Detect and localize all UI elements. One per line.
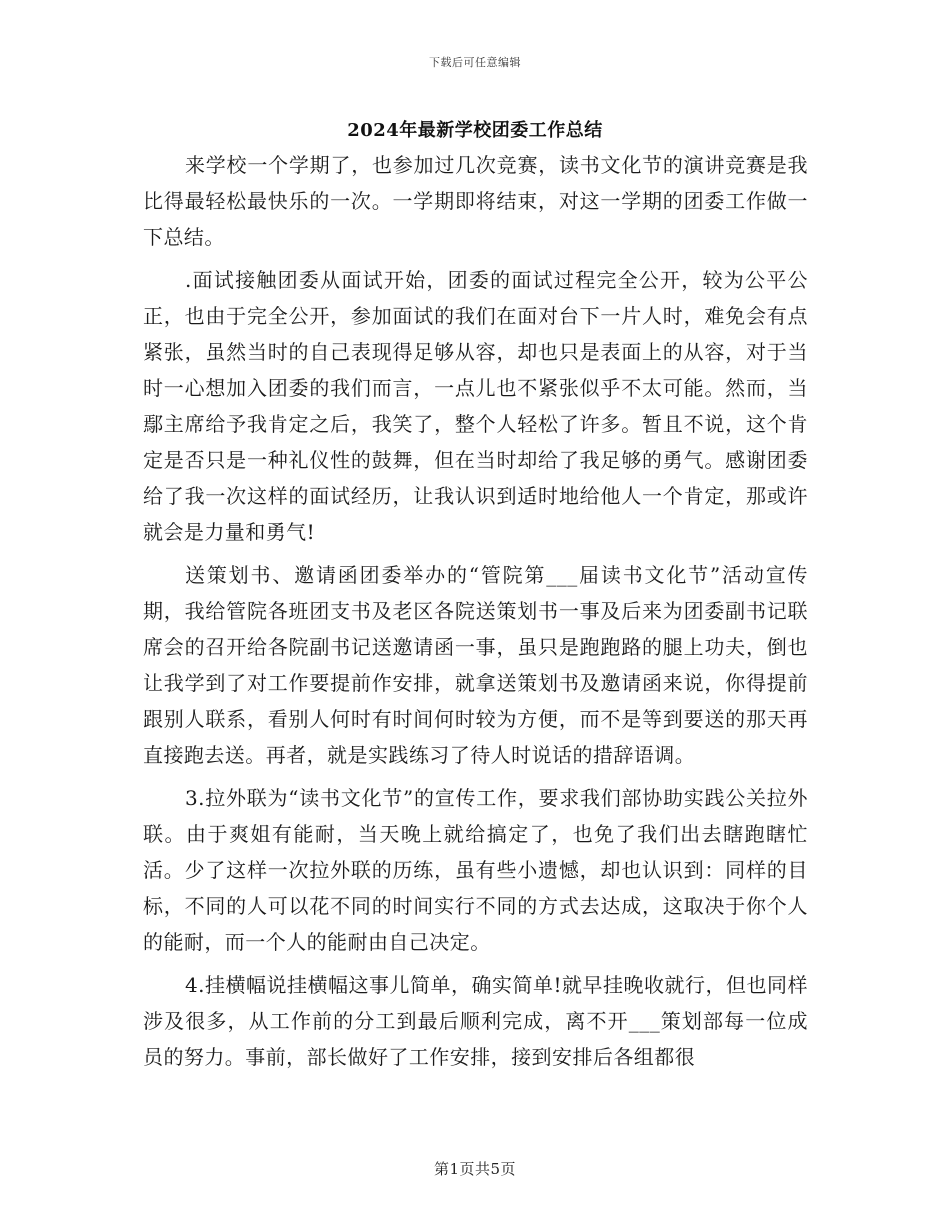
- header-note: 下载后可任意编辑: [429, 56, 521, 69]
- document-title: 2024年最新学校团委工作总结: [347, 120, 603, 141]
- paragraph-banners: 4.挂横幅说挂横幅这事儿简单，确实简单!就早挂晚收就行，但也同样涉及很多，从工作前的分工到最后顺利完成，离不开___策划部每一位成员的努力。事前，部长做好了工作安排，接到安排后各组都很: [143, 973, 808, 1069]
- paragraph-sponsorship: 3.拉外联为“读书文化节”的宣传工作，要求我们部协助实践公关拉外联。由于爽姐有能耐，当天晚上就给搞定了，也免了我们出去瞎跑瞎忙活。少了这样一次拉外联的历练，虽有些小遗憾，却也认识到：同样的目标，不同的人可以花不同的时间实行不同的方式去达成，这取决于你个人的能耐，而一个人的能耐由自己决定。: [143, 786, 808, 954]
- paragraph-invitations: 送策划书、邀请函团委举办的“管院第___届读书文化节”活动宣传期，我给管院各班团支书及老区各院送策划书一事及后来为团委副书记联席会的召开给各院副书记送邀请函一事，虽只是跑跑路的腿上功夫，倒也让我学到了对工作要提前作安排，就拿送策划书及邀请函来说，你得提前跟别人联系，看别人何时有时间何时较为方便，而不是等到要送的那天再直接跑去送。再者，就是实践练习了待人时说话的措辞语调。: [143, 563, 808, 767]
- paragraph-interview: .面试接触团委从面试开始，团委的面试过程完全公开，较为公平公正，也由于完全公开，参加面试的我们在面对台下一片人时，难免会有点紧张，虽然当时的自己表现得足够从容，却也只是表面上的从容，对于当时一心想加入团委的我们而言，一点儿也不紧张似乎不太可能。然而，当鄢主席给予我肯定之后，我笑了，整个人轻松了许多。暂且不说，这个肯定是否只是一种礼仪性的鼓舞，但在当时却给了我足够的勇气。感谢团委给了我一次这样的面试经历，让我认识到适时地给他人一个肯定，那或许就会是力量和勇气!: [143, 268, 808, 544]
- paragraph-intro: 来学校一个学期了，也参加过几次竞赛，读书文化节的演讲竞赛是我比得最轻松最快乐的一次。一学期即将结束，对这一学期的团委工作做一下总结。: [143, 153, 808, 249]
- document-body: [143, 147, 808, 1082]
- page-number-footer: 第1页共5页: [433, 1160, 517, 1178]
